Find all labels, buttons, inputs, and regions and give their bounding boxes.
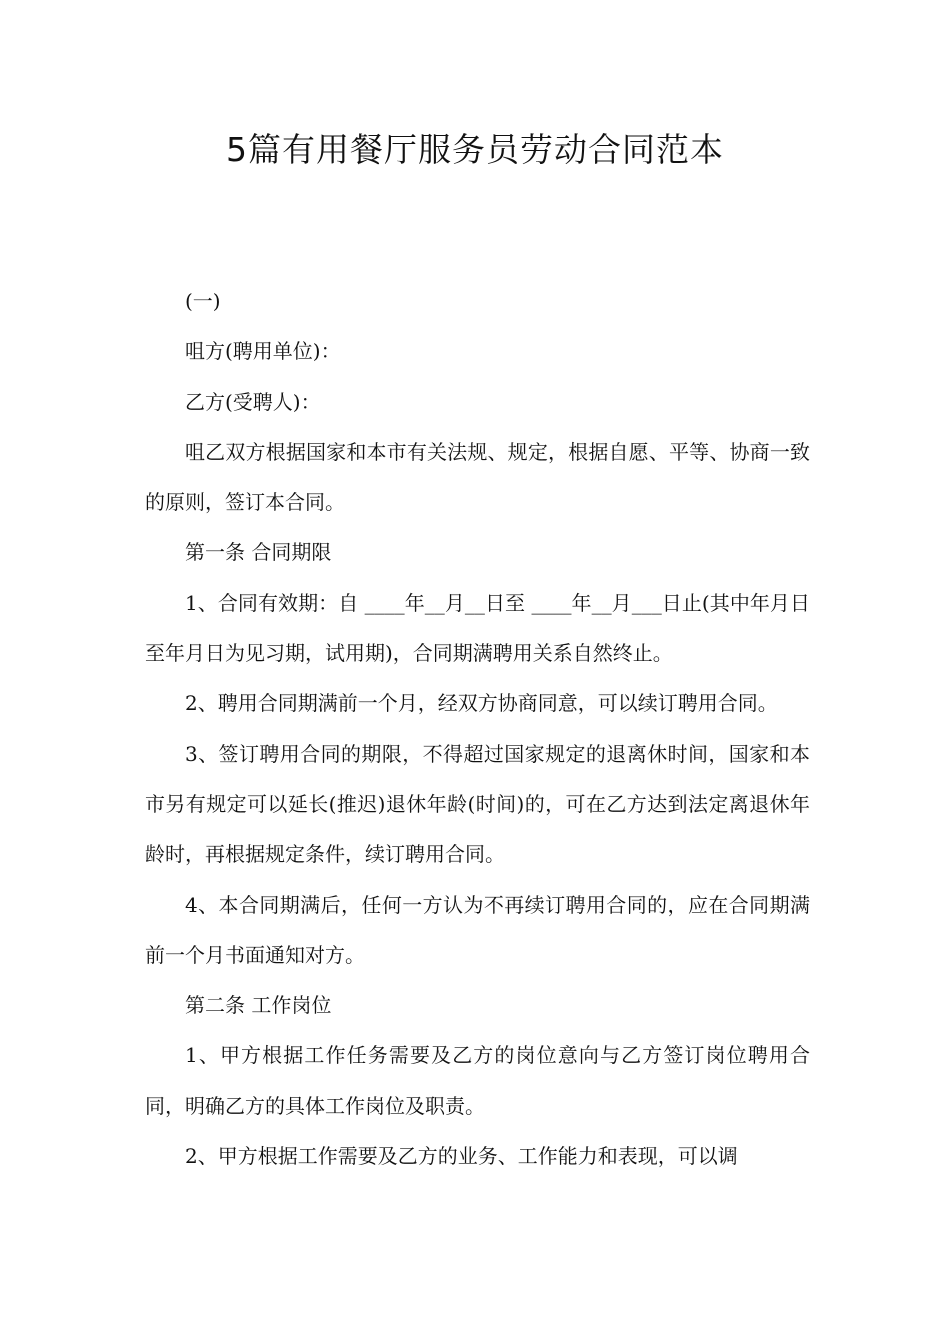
preamble-paragraph: 咀乙双方根据国家和本市有关法规、规定，根据自愿、平等、协商一致的原则，签订本合同。 <box>145 439 810 515</box>
clause-paragraph: 1、合同有效期：自 ____年__月__日至 ____年__月___日止(其中年月日至年月日为见习期，试用期)，合同期满聘用关系自然终止。 <box>145 590 810 666</box>
clause-paragraph: 1、甲方根据工作任务需要及乙方的岗位意向与乙方签订岗位聘用合同，明确乙方的具体工作岗位及职责。 <box>145 1043 810 1118</box>
article-heading: 第二条 工作岗位 <box>185 993 332 1018</box>
party-a-line: 咀方(聘用单位)： <box>185 339 341 364</box>
party-b-line: 乙方(受聘人)： <box>185 389 321 414</box>
clause-paragraph: 3、签订聘用合同的期限，不得超过国家规定的退离休时间，国家和本市另有规定可以延长(推迟)退休年龄(时间)的，可在乙方达到法定离退休年龄时，再根据规定条件，续订聘用合同。 <box>145 741 810 867</box>
document-body <box>145 276 810 1181</box>
clause-paragraph: 2、聘用合同期满前一个月，经双方协商同意，可以续订聘用合同。 <box>185 691 778 716</box>
article-heading: 第一条 合同期限 <box>185 540 332 565</box>
section-number: (一) <box>185 289 221 313</box>
clause-paragraph: 2、甲方根据工作需要及乙方的业务、工作能力和表现，可以调 <box>185 1144 738 1169</box>
clause-paragraph: 4、本合同期满后，任何一方认为不再续订聘用合同的，应在合同期满前一个月书面通知对方。 <box>145 892 810 967</box>
document-title: 5篇有用餐厅服务员劳动合同范本 <box>226 130 724 169</box>
